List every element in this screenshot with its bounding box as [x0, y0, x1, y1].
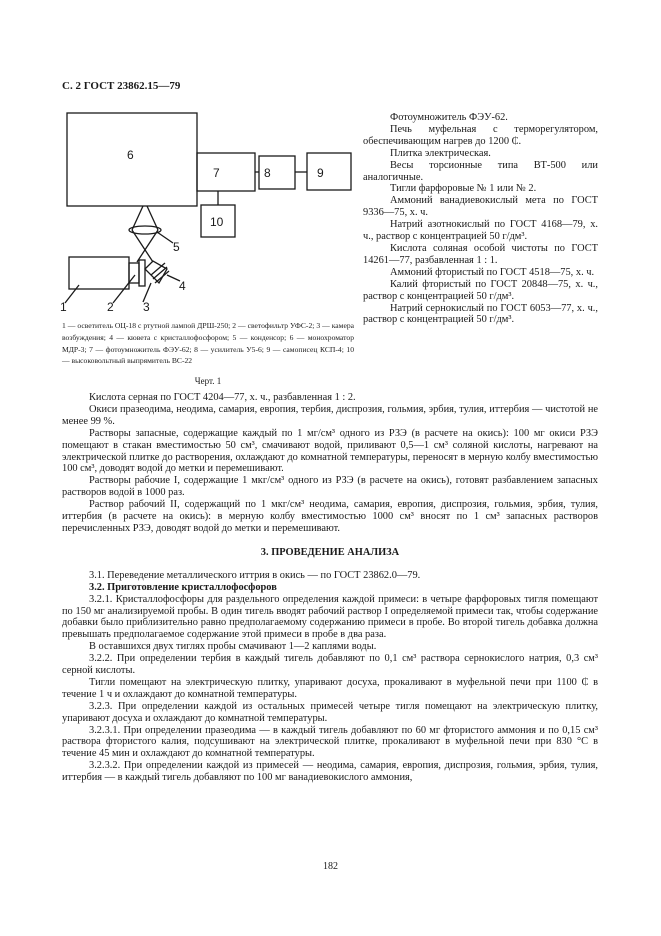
paragraph: 3.2.3. При определении каждой из остальных примесей четыре тигля помещают на электрическую плитку, упаривают досуха и охлаждают до комнатной температуры.	[62, 700, 598, 724]
box-photomultiplier	[197, 153, 255, 191]
equipment-item: Кислота соляная особой чистоты по ГОСТ 14261—77, разбавленная 1 : 1.	[363, 242, 598, 266]
equipment-item: Натрий сернокислый по ГОСТ 6053—77, х. ч., раствор с концентрацией 50 г/дм³.	[363, 302, 598, 326]
callout-5: 5	[173, 240, 180, 254]
equipment-item: Тигли фарфоровые № 1 или № 2.	[390, 183, 537, 195]
label-box-6: 6	[127, 148, 134, 162]
label-box-8: 8	[264, 166, 271, 180]
label-box-7: 7	[213, 166, 220, 180]
page-header: С. 2 ГОСТ 23862.15—79	[62, 80, 181, 92]
callout-3: 3	[143, 300, 150, 314]
paragraph: Кислота серная по ГОСТ 4204—77, х. ч., разбавленная 1 : 2.	[89, 392, 356, 403]
label-box-9: 9	[317, 166, 324, 180]
equipment-item: Печь муфельная с терморегулятором, обеспечивающим нагрев до 1200 ₵.	[363, 123, 598, 147]
figure-title: Черт. 1	[194, 376, 222, 386]
equipment-item: Весы торсионные типа ВТ-500 или аналогичные.	[363, 159, 598, 183]
label-box-10: 10	[210, 215, 224, 229]
block-diagram	[55, 105, 355, 320]
paragraph: Растворы рабочие I, содержащие 1 мкг/см³ одного из РЗЭ (в расчете на окись), готовят разбавлением запасных растворов водой в 1000 раз.	[62, 475, 598, 499]
equipment-item: Фотоумножитель ФЭУ-62.	[390, 112, 508, 123]
page-number: 182	[323, 861, 338, 872]
subheading: 3.2. Приготовление кристаллофосфоров	[89, 581, 277, 593]
illuminator	[69, 257, 129, 289]
equipment-list	[363, 112, 598, 326]
paragraph: 3.2.3.1. При определении празеодима — в каждый тигель добавляют по 60 мг фтористого аммония и по 0,15 см³ раствора фтористого калия, подсушивают на электрической плитке, прокаливают в муфельной печи при 830 °С в течение 45 мин и охлаждают до комнатной температуры.	[62, 724, 598, 760]
paragraph: 3.2.2. При определении тербия в каждый тигель добавляют по 0,1 см³ раствора сернокислого натрия, 0,3 см³ серной кислоты.	[62, 653, 598, 677]
equipment-item: Аммоний фтористый по ГОСТ 4518—75, х. ч.	[390, 266, 595, 278]
paragraph: 3.2.1. Кристаллофосфоры для раздельного определения каждой примеси: в четыре фарфоровых тигля помещают по 150 мг анализируемой пробы. В один тигель вводят рабочий раствор I определяемой примеси так, чтобы содержание добавки было приблизительно равно предполагаемому содержанию примеси в пробе. Во второй тигель добавка должна превышать предполагаемое содержание этой примеси в пробе в два раза.	[62, 593, 598, 641]
paragraph: Растворы запасные, содержащие каждый по 1 мг/см³ одного из РЗЭ (в расчете на окись): 100 мг окиси РЗЭ помещают в стакан вместимостью 50 см³, смачивают водой, приливают 0,5—1 см³ соляной кислоты, нагревают на электрической плитке до растворения, охлаждают до комнатной температуры, переносят в мерную колбу вместимостью 100 см³, доводят водой до метки и перемешивают.	[62, 427, 598, 475]
paragraph: Окиси празеодима, неодима, самария, европия, тербия, диспрозия, гольмия, эрбия, тулия, иттербия — чистотой не менее 99 %.	[62, 403, 598, 427]
callout-2: 2	[107, 300, 114, 314]
paragraph: В оставшихся двух тиглях пробы смачивают 1—2 каплями воды.	[89, 641, 377, 653]
paragraph: Тигли помещают на электрическую плитку, упаривают досуха, прокаливают в муфельной печи при 1100 ₵ в течение 1 ч и охлаждают до комнатной температуры.	[62, 676, 598, 700]
figure-caption: 1 — осветитель ОЦ-18 с ртутной лампой ДРШ-250; 2 — светофильтр УФС-2; 3 — камера возбуждения; 4 — кювета с кристаллофосфором; 5 — конденсор; 6 — монохроматор МДР-3; 7 — фотоумножитель ФЭУ-62; 8 — усилитель У5-6; 9 — самописец КСП-4; 10 — высоковольтный выпрямитель ВС-22	[62, 321, 354, 366]
equipment-item: Плитка электрическая.	[390, 147, 491, 159]
main-text	[62, 392, 598, 784]
callout-4: 4	[179, 279, 186, 293]
callout-1: 1	[60, 300, 67, 314]
figure-diagram	[55, 105, 355, 320]
paragraph: Раствор рабочий II, содержащий по 1 мкг/см³ неодима, самария, европия, диспрозия, гольмия, эрбия, тулия, иттербия (в расчете на окись): в мерную колбу вместимостью 1000 см³ вносят по 1 см³ запасных растворов перечисленных РЗЭ, доводят водой до метки и перемешивают.	[62, 499, 598, 534]
box-recorder	[307, 153, 351, 190]
equipment-item: Калий фтористый по ГОСТ 20848—75, х. ч., раствор с концентрацией 50 г/дм³.	[363, 278, 598, 302]
equipment-item: Аммоний ванадиевокислый мета по ГОСТ 9336—75, х. ч.	[363, 195, 598, 219]
paragraph: 3.1. Переведение металлического иттрия в окись — по ГОСТ 23862.0—79.	[89, 569, 421, 581]
section-heading: 3. ПРОВЕДЕНИЕ АНАЛИЗА	[260, 546, 400, 558]
equipment-item: Натрий азотнокислый по ГОСТ 4168—79, х. ч., раствор с концентрацией 50 г/дм³.	[363, 219, 598, 243]
paragraph: 3.2.3.2. При определении каждой из примесей — неодима, самария, европия, диспрозия, гольмия, эрбия, тулия, иттербия — в каждый тигель добавляют по 100 мг ванадиевокислого аммония,	[62, 760, 598, 784]
